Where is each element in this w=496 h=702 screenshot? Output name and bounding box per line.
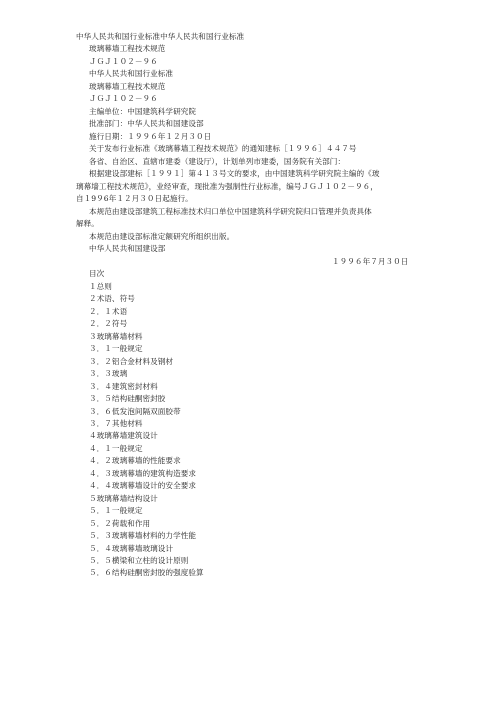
notice-paragraph-line: 本规范由建设部建筑工程标准技术归口单位中国建筑科学研究院归口管理并负责具体 xyxy=(89,207,372,216)
toc-item: ３．４建筑密封材料 xyxy=(89,381,158,391)
toc-item: ２．１术语 xyxy=(89,306,128,316)
notice-date: １９９６年７月３０日 xyxy=(332,257,409,266)
notice-title: 关于发布行业标准《玻璃幕墙工程技术规范》的通知建标［１９９６］４４７号 xyxy=(89,144,357,153)
spec-code-repeat: ＪＧＪ１０２－９６ xyxy=(89,94,158,103)
toc-item: ５．２荷载和作用 xyxy=(89,518,151,528)
notice-addressees: 各省、自治区、直辖市建委（建设厅），计划单列市建委，国务院有关部门： xyxy=(89,157,346,166)
toc-item: ２．２符号 xyxy=(89,319,128,329)
toc-item: ５．４玻璃幕墙玻璃设计 xyxy=(89,543,174,553)
notice-signer: 中华人民共和国建设部 xyxy=(89,244,166,253)
toc-item: ３．６低发泡间隔双面胶带 xyxy=(89,406,181,416)
notice-paragraph-line: 根据建设部建标［１９９１］第４１３号文的要求，由中国建筑科学研究院主编的《玻 xyxy=(89,169,380,178)
toc-item: ４．３玻璃幕墙的建筑构造要求 xyxy=(89,468,197,478)
toc-item: ３．３玻璃 xyxy=(89,369,128,379)
toc-item: ３．７其他材料 xyxy=(89,418,143,428)
toc-item: ４．１一般规定 xyxy=(89,443,143,453)
notice-paragraph-line: 解释。 xyxy=(76,219,99,228)
spec-code: ＪＧＪ１０２－９６ xyxy=(89,57,158,66)
toc-item: ５．６结构硅酮密封胶的强度验算 xyxy=(89,568,204,578)
toc-item: ４玻璃幕墙建筑设计 xyxy=(89,431,158,441)
toc-heading: 目次 xyxy=(89,269,105,278)
spec-name: 玻璃幕墙工程技术规范 xyxy=(89,44,166,53)
notice-paragraph-line: 自１9９6年１２月３０日起施行。 xyxy=(76,194,193,203)
editor-unit: 主编单位：中国建筑科学研究院 xyxy=(89,107,197,116)
approval-department: 批准部门：中华人民共和国建设部 xyxy=(89,119,204,128)
notice-paragraph-line: 璃幕墙工程技术规范》，业经审查，现批准为强制性行业标准，编号ＪＧＪ１０２－９６， xyxy=(76,182,378,191)
notice-paragraph-line: 本规范由建设部标准定额研究所组织出版。 xyxy=(89,232,235,241)
toc-item: ３．５结构硅酮密封胶 xyxy=(89,394,166,404)
toc-item: ５玻璃幕墙结构设计 xyxy=(89,493,158,503)
toc-item: ３．１一般规定 xyxy=(89,344,143,354)
toc-item: ５．１一般规定 xyxy=(89,506,143,516)
toc-item: ３．２铝合金材料及钢材 xyxy=(89,356,174,366)
toc-item: ４．２玻璃幕墙的性能要求 xyxy=(89,456,181,466)
toc-item: ３玻璃幕墙材料 xyxy=(89,331,143,341)
toc-item: ４．４玻璃幕墙设计的安全要求 xyxy=(89,481,197,491)
effective-date: 施行日期：１９９６年１２月３０日 xyxy=(89,132,212,141)
standard-title-line: 中华人民共和国行业标准中华人民共和国行业标准 xyxy=(76,32,245,41)
spec-name-repeat: 玻璃幕墙工程技术规范 xyxy=(89,82,166,91)
toc-item: １总则 xyxy=(89,282,112,291)
standard-line: 中华人民共和国行业标准 xyxy=(89,69,174,78)
toc-item: ２术语、符号 xyxy=(89,294,135,304)
toc-item: ５．５横梁和立柱的设计原则 xyxy=(89,555,189,565)
toc-item: ５．３玻璃幕墙材料的力学性能 xyxy=(89,531,197,540)
